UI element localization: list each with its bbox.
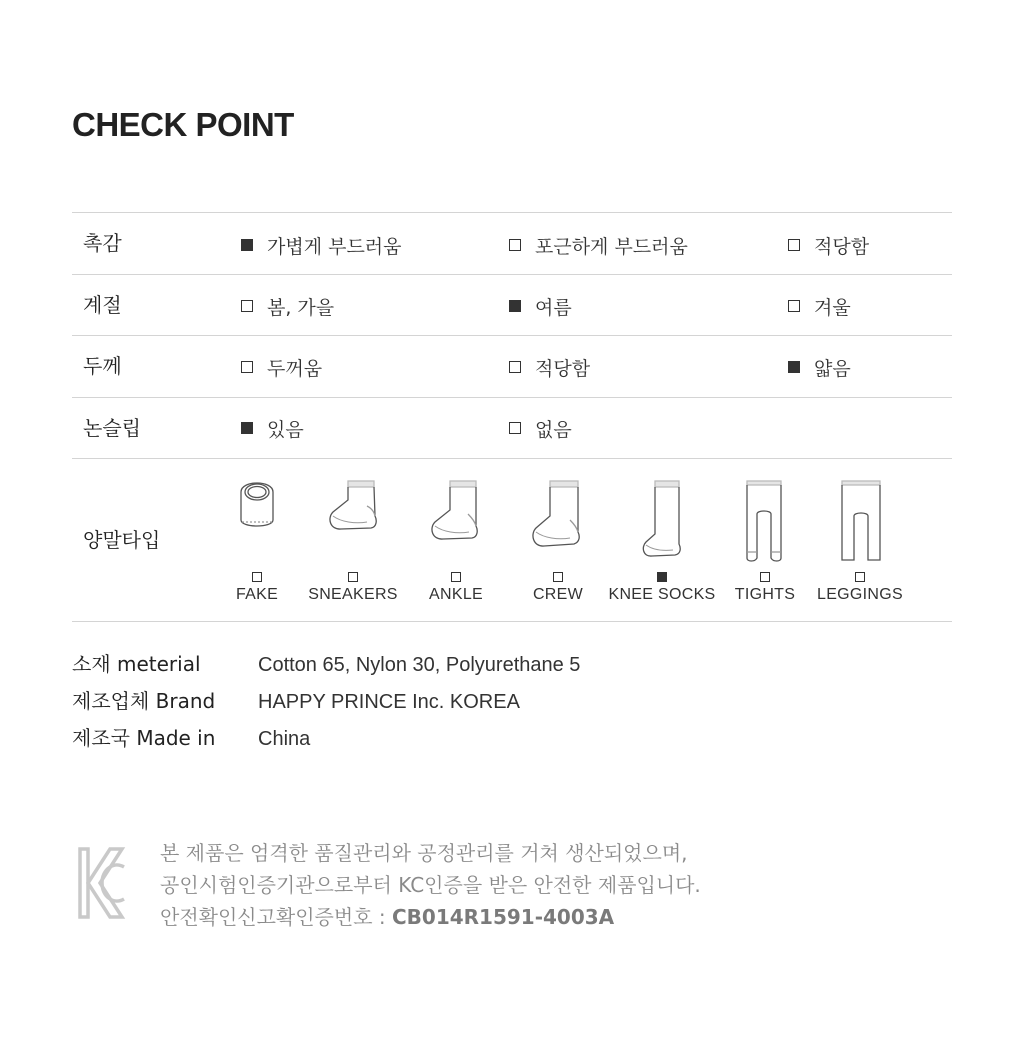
option-label: 없음	[535, 418, 572, 441]
option-touch-moderate	[788, 233, 869, 257]
option-label: 얇음	[814, 357, 851, 380]
spec-value-brand: HAPPY PRINCE Inc. KOREA	[258, 691, 520, 713]
checkbox	[509, 422, 521, 434]
option-thickness-thin	[788, 355, 851, 379]
spec-value-origin: China	[258, 728, 311, 750]
certification-notice-line1: 본 제품은 엄격한 품질관리와 공정관리를 거쳐 생산되었으며,	[160, 841, 688, 865]
checkbox	[451, 572, 461, 582]
checkbox	[241, 422, 253, 434]
checkbox	[657, 572, 667, 582]
row-label-nonslip: 논슬립	[83, 416, 141, 440]
kc-certification-logo	[78, 847, 126, 919]
row-label-season: 계절	[83, 293, 122, 317]
option-season-winter	[788, 294, 851, 318]
row-label-touch: 촉감	[83, 231, 122, 255]
tights-icon	[745, 478, 785, 564]
option-nonslip-yes	[241, 416, 304, 440]
option-label: 있음	[267, 418, 304, 441]
checkbox	[553, 572, 563, 582]
divider	[72, 621, 952, 622]
certification-number-label: 안전확인신고확인증번호 :	[160, 905, 392, 929]
option-label: 겨울	[814, 296, 851, 319]
checkbox	[241, 361, 253, 373]
checkbox	[788, 361, 800, 373]
checkbox	[760, 572, 770, 582]
option-label: 여름	[535, 296, 572, 319]
checkbox	[788, 300, 800, 312]
checkbox	[509, 300, 521, 312]
checkbox	[788, 239, 800, 251]
knee-sock-icon	[641, 478, 685, 560]
sock-type-label-leggings: LEGGINGS	[817, 586, 903, 603]
certification-notice-line3	[160, 904, 614, 930]
option-label: 포근하게 부드러움	[535, 235, 688, 258]
ankle-sock-icon	[428, 478, 480, 546]
option-touch-light	[241, 233, 402, 257]
divider	[72, 458, 952, 459]
option-touch-cozy	[509, 233, 688, 257]
checkbox	[241, 300, 253, 312]
page-title: CHECK POINT	[72, 106, 294, 143]
row-label-thickness: 두께	[83, 354, 122, 378]
sock-type-label-knee-socks: KNEE SOCKS	[608, 586, 716, 603]
checkbox	[509, 361, 521, 373]
option-label: 가볍게 부드러움	[267, 235, 402, 258]
option-season-summer	[509, 294, 572, 318]
checkbox	[348, 572, 358, 582]
sock-type-label-sneakers: SNEAKERS	[308, 586, 398, 603]
sock-type-label-fake: FAKE	[235, 586, 279, 603]
crew-sock-icon	[530, 478, 584, 550]
certification-number: CB014R1591-4003A	[391, 905, 615, 929]
divider	[72, 212, 952, 213]
divider	[72, 397, 952, 398]
option-season-spring-fall	[241, 294, 334, 318]
sock-type-label-tights: TIGHTS	[734, 586, 796, 603]
divider	[72, 274, 952, 275]
certification-notice-line2: 공인시험인증기관으로부터 KC인증을 받은 안전한 제품입니다.	[160, 873, 701, 897]
spec-label-origin: 제조국 Made in	[72, 726, 216, 750]
option-nonslip-no	[509, 416, 572, 440]
sock-type-label-crew: CREW	[532, 586, 584, 603]
spec-value-material: Cotton 65, Nylon 30, Polyurethane 5	[258, 654, 581, 676]
spec-label-brand: 제조업체 Brand	[72, 689, 216, 713]
row-label-sock-type: 양말타입	[83, 528, 161, 552]
option-label: 적당함	[814, 235, 870, 258]
option-label: 봄, 가을	[267, 296, 335, 319]
option-thickness-thick	[241, 355, 322, 379]
divider	[72, 335, 952, 336]
sneakers-sock-icon	[327, 478, 379, 536]
spec-label-material: 소재 meterial	[72, 652, 201, 676]
checkbox	[509, 239, 521, 251]
sock-type-label-ankle: ANKLE	[429, 586, 483, 603]
checkbox	[241, 239, 253, 251]
option-thickness-moderate	[509, 355, 590, 379]
checkbox	[252, 572, 262, 582]
checkbox	[855, 572, 865, 582]
option-label: 적당함	[535, 357, 591, 380]
leggings-icon	[840, 478, 882, 564]
option-label: 두꺼움	[267, 357, 323, 380]
fake-sock-icon	[237, 478, 277, 528]
